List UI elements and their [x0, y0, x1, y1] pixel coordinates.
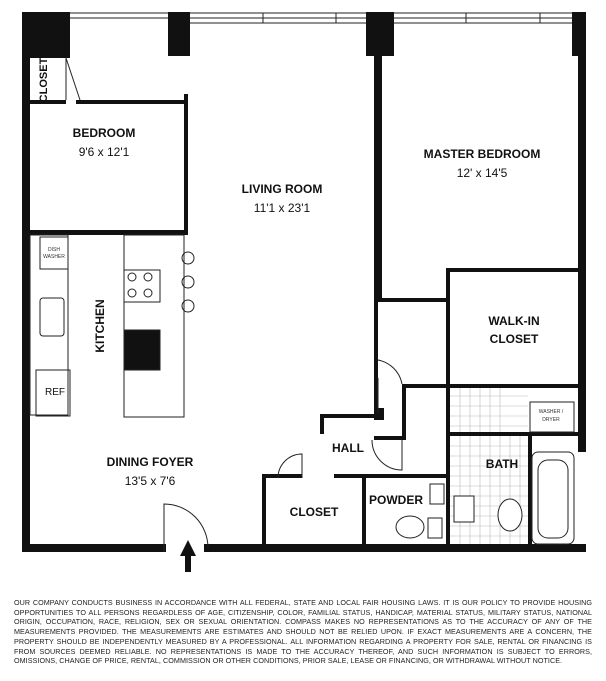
hall-columns [374, 408, 384, 420]
dining-foyer-name: DINING FOYER [106, 455, 194, 469]
hall-label: HALL [332, 441, 364, 455]
living-room-dimensions: 11'1 x 23'1 [253, 201, 311, 215]
living-room-name: LIVING ROOM [241, 182, 323, 196]
dishwasher-label-1: DISH [48, 247, 60, 253]
entry-arrow [180, 540, 196, 572]
legal-disclaimer: OUR COMPANY CONDUCTS BUSINESS IN ACCORDANCE WITH ALL FEDERAL, STATE AND LOCAL FAIR HOUSING LAWS. IT IS OUR POLICY TO PROVIDE HOUSING OPPORTUNITIES TO ALL PERSONS REGARDLESS OF AGE, CITIZENSHIP, COLOR, FAMILIAL STATUS, HANDICAP, MATERIAL STATUS, MILITARY STATUS, NATIONAL ORIGIN, OCCUPATION, RACE, RELIGION, SEX OR SEXUAL ORIENTATION. COMPASS MAKES NO REPRESENTATIONS AS TO THE ACCURACY OF ANY OF THE MEASUREMENTS PROVIDED. THE MEASUREMENTS ARE ESTIMATES AND SHOULD NOT BE RELIED UPON. IF EXACT MEASUREMENTS ARE A CONCERN, THE PROPERTY SHOULD BE INDEPENDENTLY MEASURED BY A PROFESSIONAL. ALL INFORMATION REGARDING A PROPERTY FOR SALE, RENTAL OR FINANCING IS FROM SOURCES DEEMED RELIABLE. NO REPRESENTATIONS IS MADE TO THE ACCURACY THEREOF, AND SUCH INFORMATION IS SUBJECT TO ERRORS, OMISSIONS, CHANGE OF PRICE, RENTAL, COMMISSION OR OTHER CONDITIONS, PRIOR SALE, LEASE OR FINANCING, OR WITHDRAWAL WITHOUT NOTICE. [14, 598, 592, 666]
top-windows [70, 13, 572, 23]
structural-columns [22, 12, 586, 58]
powder-room-label: POWDER [369, 493, 423, 507]
washer-dryer-label-1: WASHER / [538, 409, 564, 415]
bedroom-closet-label: CLOSET [38, 57, 50, 103]
bath-fixtures [396, 402, 574, 544]
exterior-walls [22, 12, 586, 552]
dishwasher-label-2: WASHER [43, 254, 65, 260]
walk-in-closet-label-2: CLOSET [489, 332, 539, 346]
walk-in-closet-label-1: WALK-IN [488, 314, 540, 328]
bedroom-dimensions: 9'6 x 12'1 [78, 145, 130, 159]
master-bedroom-name: MASTER BEDROOM [423, 147, 541, 161]
bedroom-name: BEDROOM [72, 126, 136, 140]
bath-label: BATH [485, 457, 519, 471]
washer-dryer-label-2: DRYER [542, 417, 560, 423]
master-bedroom-dimensions: 12' x 14'5 [456, 166, 508, 180]
refrigerator-label: REF [45, 387, 65, 398]
entry-closet-label: CLOSET [289, 505, 339, 519]
dining-foyer-dimensions: 13'5 x 7'6 [124, 474, 176, 488]
kitchen-label: KITCHEN [93, 299, 107, 353]
